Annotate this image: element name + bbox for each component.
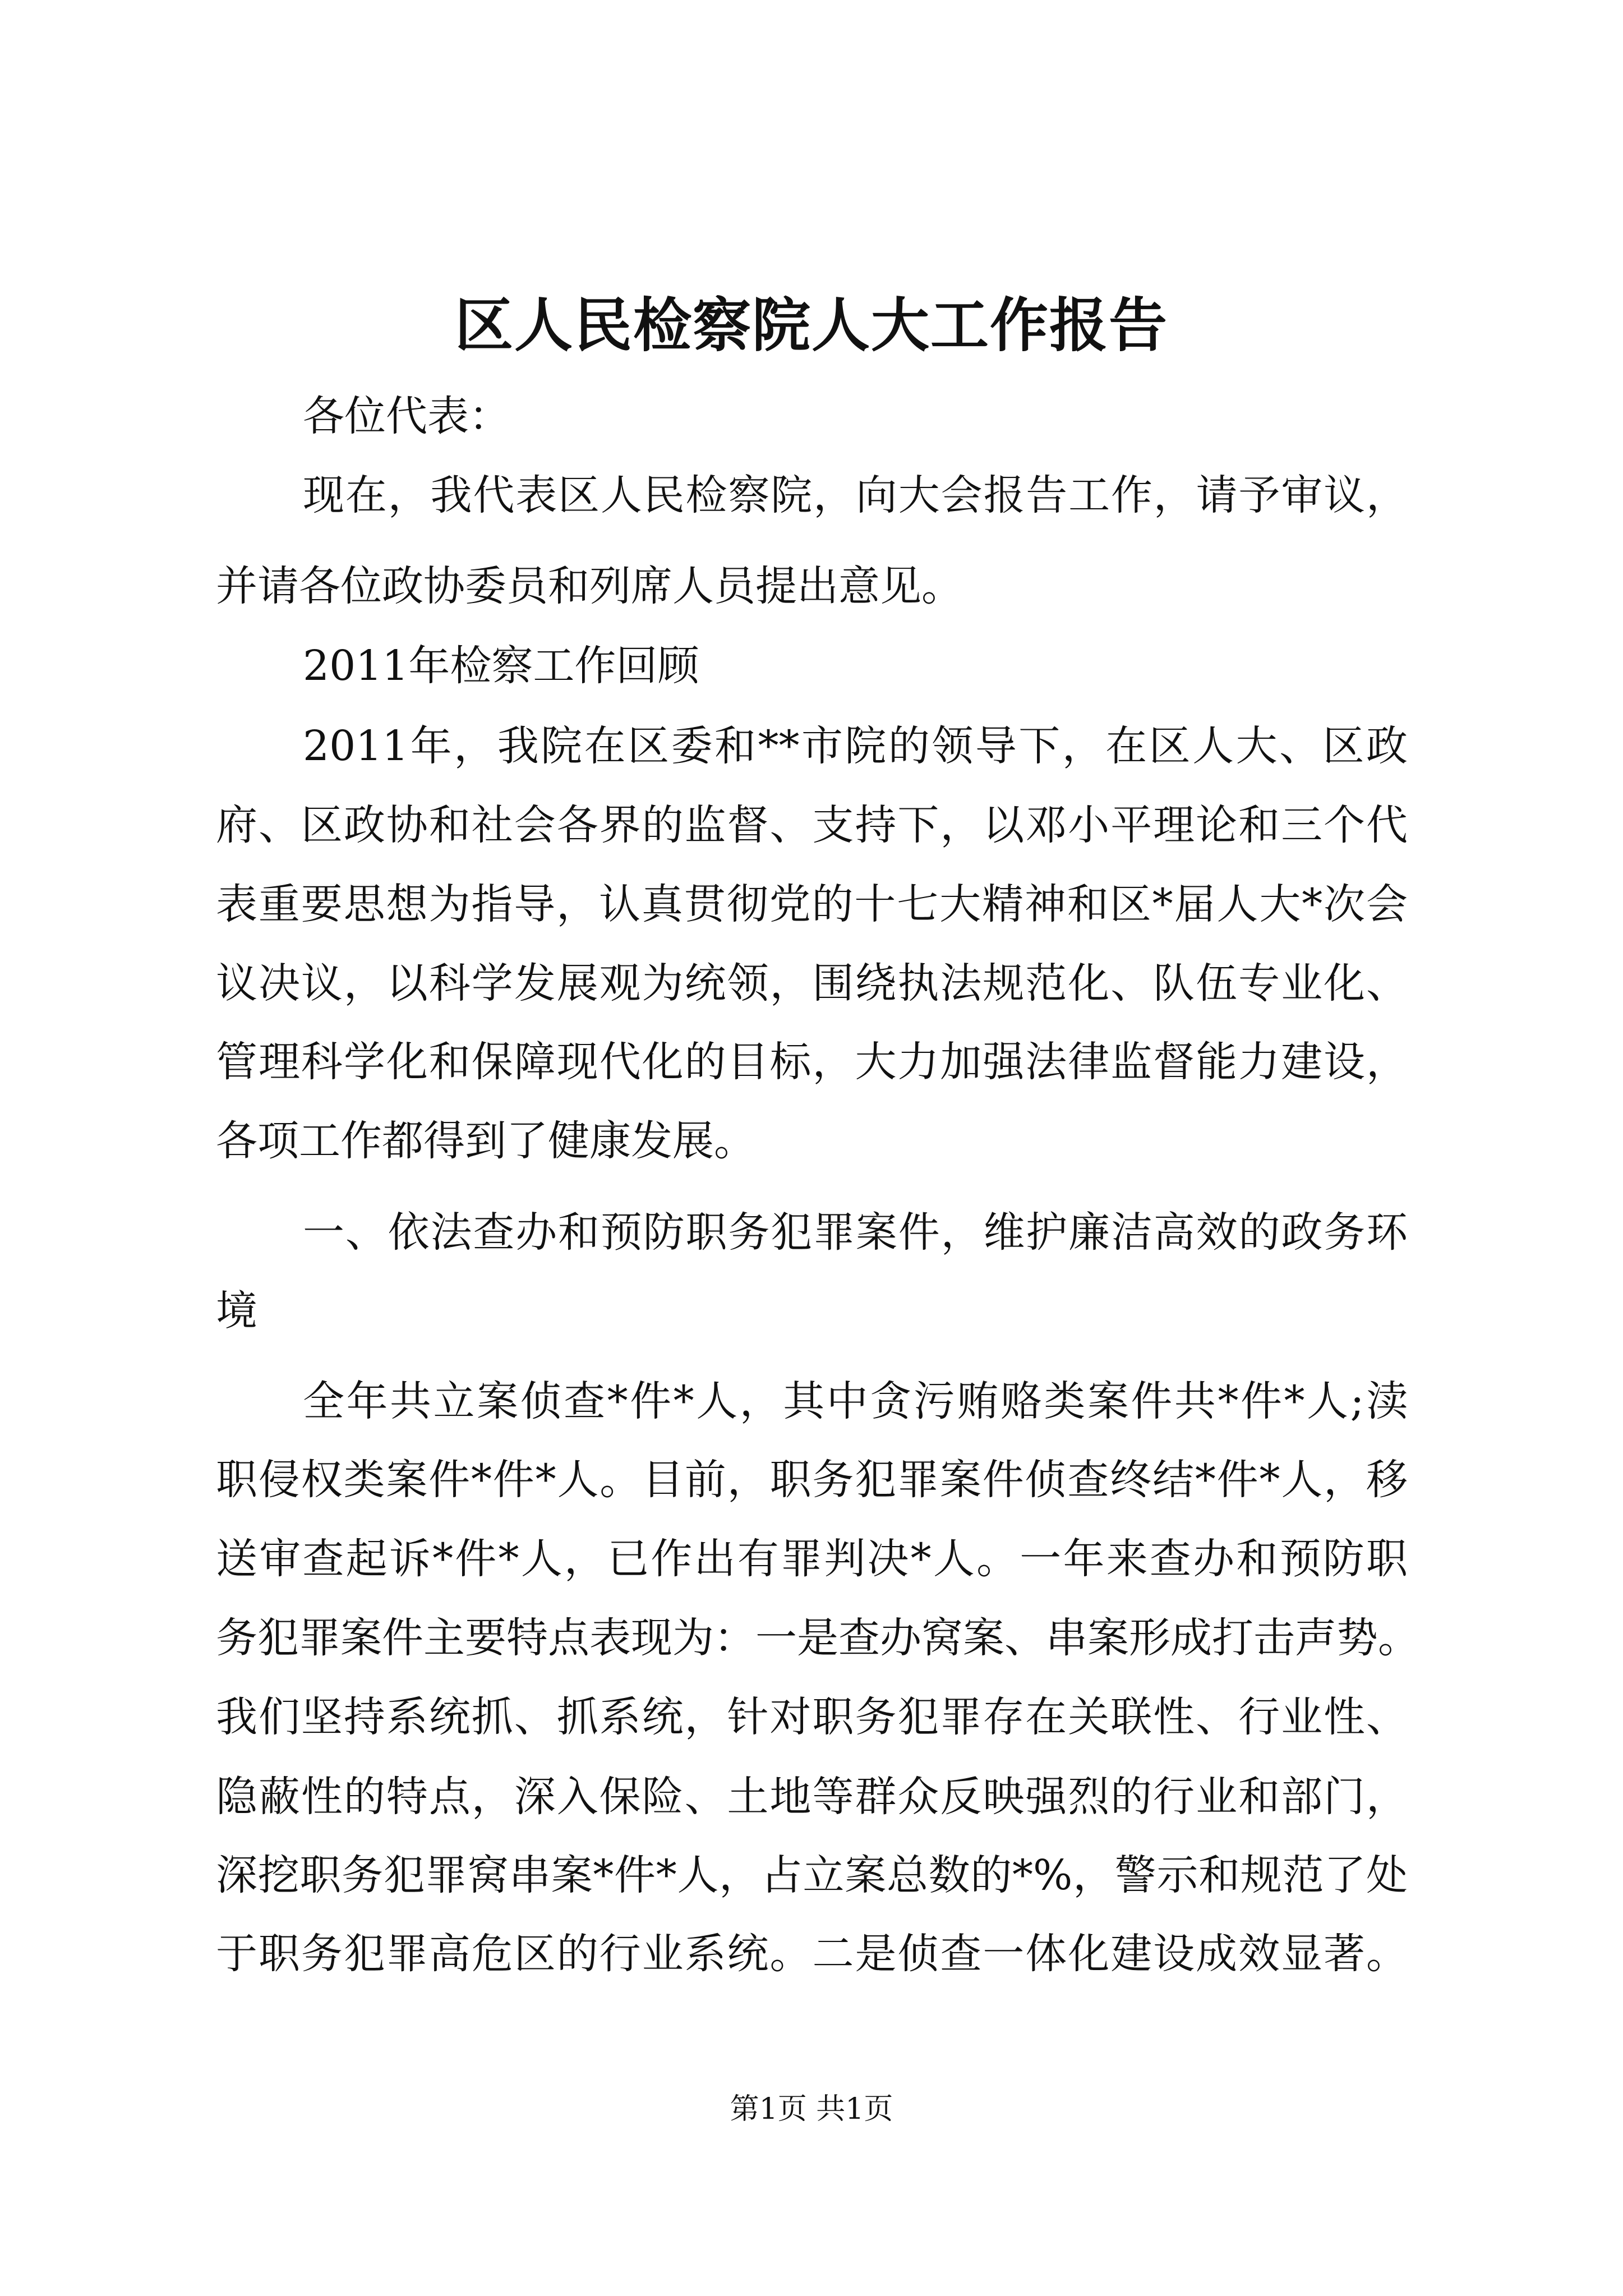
- salutation-line: 各位代表：: [303, 392, 510, 440]
- section-heading: 一、依法查办和预防职务犯罪案件，维护廉洁高效的政务环: [303, 1208, 1408, 1257]
- body-line: 于职务犯罪高危区的行业系统。二是侦查一体化建设成效显著。: [216, 1930, 1408, 1978]
- section-heading: 2011年检察工作回顾: [303, 642, 699, 690]
- body-line: 议决议，以科学发展观为统领，围绕执法规范化、队伍专业化、: [216, 959, 1408, 1007]
- body-line: 我们坚持系统抓、抓系统，针对职务犯罪存在关联性、行业性、: [216, 1693, 1408, 1741]
- body-line: 表重要思想为指导，认真贯彻党的十七大精神和区*届人大*次会: [216, 880, 1408, 928]
- body-line: 全年共立案侦查*件*人，其中贪污贿赂类案件共*件*人;渎: [303, 1377, 1408, 1425]
- document-title: 区人民检察院人大工作报告: [454, 291, 1168, 360]
- page-number-footer: 第1页 共1页: [730, 2092, 893, 2126]
- section-heading-continuation: 境: [216, 1287, 257, 1335]
- body-line: 送审查起诉*件*人，已作出有罪判决*人。一年来查办和预防职: [216, 1535, 1408, 1583]
- body-line: 隐蔽性的特点，深入保险、土地等群众反映强烈的行业和部门，: [216, 1773, 1408, 1821]
- body-line: 务犯罪案件主要特点表现为：一是查办窝案、串案形成打击声势。: [216, 1614, 1419, 1662]
- body-line: 管理科学化和保障现代化的目标，大力加强法律监督能力建设，: [216, 1038, 1408, 1086]
- body-line: 职侵权类案件*件*人。目前，职务犯罪案件侦查终结*件*人，移: [216, 1456, 1408, 1504]
- body-line: 各项工作都得到了健康发展。: [216, 1117, 755, 1165]
- body-line: 并请各位政协委员和列席人员提出意见。: [216, 562, 963, 610]
- body-line: 2011年，我院在区委和**市院的领导下，在区人大、区政: [303, 722, 1408, 770]
- body-line: 府、区政协和社会各界的监督、支持下，以邓小平理论和三个代: [216, 801, 1408, 849]
- body-line: 现在，我代表区人民检察院，向大会报告工作，请予审议，: [303, 471, 1408, 519]
- body-line: 深挖职务犯罪窝串案*件*人，占立案总数的*%，警示和规范了处: [216, 1851, 1408, 1899]
